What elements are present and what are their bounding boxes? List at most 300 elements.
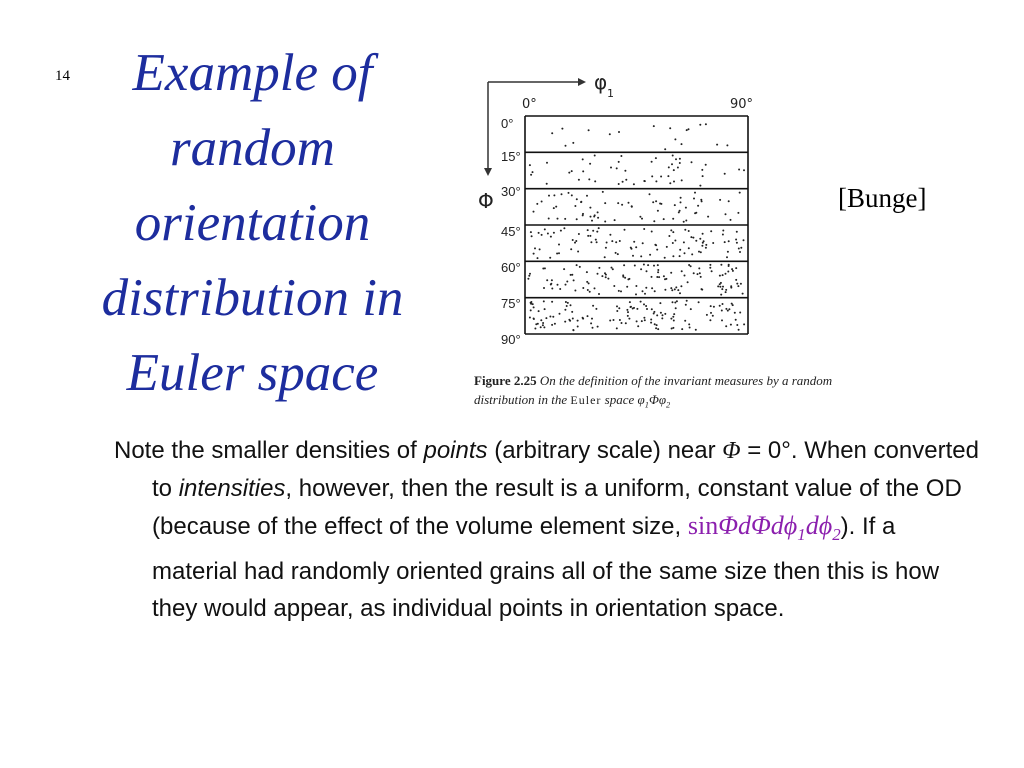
orientation-point: [604, 221, 606, 223]
orientation-point: [592, 230, 594, 232]
orientation-point: [622, 181, 624, 183]
orientation-point: [690, 308, 692, 310]
orientation-point: [672, 301, 674, 303]
orientation-point: [604, 202, 606, 204]
orientation-point: [589, 235, 591, 237]
orientation-point: [565, 145, 567, 147]
orientation-point: [546, 183, 548, 185]
orientation-point: [598, 293, 600, 295]
orientation-point: [705, 123, 707, 125]
orientation-point: [533, 306, 535, 308]
orientation-point: [573, 279, 575, 281]
orientation-point: [689, 327, 691, 329]
orientation-point: [533, 253, 535, 255]
orientation-point: [735, 319, 737, 321]
orientation-point: [719, 283, 721, 285]
orientation-point: [699, 124, 701, 126]
orientation-point: [674, 302, 676, 304]
orientation-point: [538, 232, 540, 234]
orientation-point: [645, 287, 647, 289]
orientation-point: [738, 248, 740, 250]
orientation-point: [625, 322, 627, 324]
orientation-point: [541, 234, 543, 236]
orientation-point: [589, 291, 591, 293]
orientation-point: [728, 265, 730, 267]
orientation-point: [582, 317, 584, 319]
orientation-point: [674, 240, 676, 242]
orientation-point: [736, 242, 738, 244]
orientation-point: [550, 283, 552, 285]
orientation-point: [738, 169, 740, 171]
orientation-point: [657, 264, 659, 266]
orientation-point: [664, 289, 666, 291]
orientation-point: [668, 235, 670, 237]
orientation-point: [617, 253, 619, 255]
orientation-point: [574, 205, 576, 207]
orientation-point: [596, 241, 598, 243]
orientation-point: [719, 199, 721, 201]
orientation-point: [612, 268, 614, 270]
orientation-point: [530, 174, 532, 176]
orientation-point: [738, 329, 740, 331]
orientation-point: [625, 179, 627, 181]
orientation-point: [739, 192, 741, 194]
orientation-point: [679, 255, 681, 257]
orientation-point: [530, 231, 532, 233]
orientation-point: [604, 256, 606, 258]
orientation-point: [728, 308, 730, 310]
orientation-point: [551, 132, 553, 134]
orientation-point: [615, 252, 617, 254]
orientation-point: [566, 281, 568, 283]
orientation-point: [580, 201, 582, 203]
orientation-point: [655, 200, 657, 202]
orientation-point: [544, 308, 546, 310]
orientation-point: [551, 324, 553, 326]
orientation-point: [620, 290, 622, 292]
body-text-segment: ). If a material had randomly oriented grains all of the same size then this is how they would appear, as individual points in orientation space.: [152, 513, 940, 623]
orientation-point: [587, 289, 589, 291]
orientation-point: [727, 271, 729, 273]
orientation-point: [549, 316, 551, 318]
orientation-point: [652, 201, 654, 203]
body-text-segment: , however, then the result is a uniform, constant value of the OD (because of the effect of the volume element size,: [152, 475, 962, 540]
orientation-point: [672, 218, 674, 220]
orientation-point: [594, 287, 596, 289]
orientation-point: [660, 312, 662, 314]
orientation-point: [582, 214, 584, 216]
orientation-point: [724, 241, 726, 243]
orientation-point: [651, 231, 653, 233]
orientation-point: [597, 211, 599, 213]
orientation-point: [534, 247, 536, 249]
orientation-point: [589, 207, 591, 209]
orientation-point: [572, 318, 574, 320]
orientation-point: [730, 287, 732, 289]
orientation-point: [640, 268, 642, 270]
y-tick-label: 15°: [501, 149, 521, 164]
orientation-point: [572, 142, 574, 144]
orientation-point: [553, 232, 555, 234]
orientation-point: [662, 314, 664, 316]
orientation-point: [617, 202, 619, 204]
caption-euler: Euler: [570, 393, 602, 407]
orientation-point: [557, 284, 559, 286]
attribution: [Bunge]: [838, 183, 927, 213]
orientation-point: [726, 256, 728, 258]
orientation-point: [709, 264, 711, 266]
orientation-point: [688, 264, 690, 266]
orientation-point: [590, 322, 592, 324]
orientation-point: [561, 128, 563, 130]
orientation-point: [699, 272, 701, 274]
orientation-point: [725, 291, 727, 293]
orientation-point: [613, 319, 615, 321]
orientation-point: [655, 157, 657, 159]
orientation-point: [737, 212, 739, 214]
orientation-point: [722, 230, 724, 232]
caption-sub: 2: [666, 399, 671, 410]
orientation-point: [679, 210, 681, 212]
orientation-point: [621, 204, 623, 206]
orientation-point: [591, 220, 593, 222]
orientation-point: [597, 326, 599, 328]
orientation-point: [681, 143, 683, 145]
orientation-point: [553, 207, 555, 209]
orientation-point: [577, 320, 579, 322]
orientation-point: [592, 305, 594, 307]
orientation-point: [574, 242, 576, 244]
orientation-point: [691, 161, 693, 163]
orientation-point: [669, 182, 671, 184]
orientation-point: [557, 218, 559, 220]
orientation-point: [631, 206, 633, 208]
orientation-point: [609, 234, 611, 236]
orientation-point: [712, 315, 714, 317]
orientation-point: [531, 235, 533, 237]
orientation-point: [571, 311, 573, 313]
orientation-point: [671, 328, 673, 330]
orientation-point: [673, 313, 675, 315]
orientation-point: [566, 305, 568, 307]
orientation-point: [695, 240, 697, 242]
orientation-point: [742, 293, 744, 295]
orientation-point: [635, 285, 637, 287]
orientation-point: [743, 239, 745, 241]
orientation-point: [604, 272, 606, 274]
orientation-point: [563, 268, 565, 270]
orientation-point: [670, 287, 672, 289]
orientation-point: [571, 194, 573, 196]
orientation-point: [725, 273, 727, 275]
orientation-point: [684, 275, 686, 277]
orientation-point: [548, 218, 550, 220]
orientation-point: [707, 216, 709, 218]
orientation-point: [594, 180, 596, 182]
orientation-point: [690, 236, 692, 238]
orientation-point: [672, 242, 674, 244]
orientation-point: [676, 300, 678, 302]
orientation-point: [716, 144, 718, 146]
orientation-point: [656, 314, 658, 316]
orientation-point: [660, 176, 662, 178]
orientation-point: [579, 266, 581, 268]
orientation-point: [726, 144, 728, 146]
orientation-point: [537, 257, 539, 259]
orientation-point: [594, 155, 596, 157]
caption-text: On the definition of the invariant measures by a random: [539, 373, 833, 388]
orientation-point: [644, 180, 646, 182]
orientation-point: [651, 175, 653, 177]
orientation-point: [670, 318, 672, 320]
orientation-point: [721, 310, 723, 312]
orientation-point: [616, 327, 618, 329]
orientation-point: [527, 278, 529, 280]
orientation-point: [711, 270, 713, 272]
orientation-point: [675, 158, 677, 160]
orientation-point: [709, 267, 711, 269]
orientation-point: [656, 276, 658, 278]
orientation-point: [740, 283, 742, 285]
x-tick-end: 90°: [730, 97, 754, 112]
orientation-point: [650, 322, 652, 324]
orientation-point: [667, 175, 669, 177]
orientation-point: [690, 265, 692, 267]
orientation-point: [618, 290, 620, 292]
orientation-point: [685, 304, 687, 306]
orientation-point: [672, 316, 674, 318]
orientation-point: [675, 286, 677, 288]
orientation-point: [561, 193, 563, 195]
orientation-point: [529, 164, 531, 166]
y-tick-label: 60°: [501, 260, 521, 275]
orientation-point: [719, 305, 721, 307]
orientation-point: [684, 252, 686, 254]
orientation-point: [725, 325, 727, 327]
orientation-point: [655, 244, 657, 246]
orientation-point: [570, 248, 572, 250]
y-tick-label: 75°: [501, 296, 521, 311]
title-line: orientation: [134, 194, 371, 252]
orientation-point: [664, 148, 666, 150]
orientation-point: [694, 192, 696, 194]
orientation-point: [598, 227, 600, 229]
orientation-point: [627, 278, 629, 280]
orientation-point: [624, 229, 626, 231]
orientation-point: [634, 265, 636, 267]
orientation-point: [601, 275, 603, 277]
orientation-point: [570, 304, 572, 306]
body-text-segment: Note the smaller densities of: [114, 437, 424, 464]
formula-d: dϕ: [805, 511, 833, 540]
orientation-point: [611, 240, 613, 242]
orientation-point: [720, 294, 722, 296]
orientation-point: [698, 251, 700, 253]
orientation-point: [627, 315, 629, 317]
orientation-point: [550, 236, 552, 238]
orientation-point: [537, 323, 539, 325]
y-axis-label: Φ: [478, 189, 494, 213]
orientation-point: [650, 319, 652, 321]
orientation-point: [674, 288, 676, 290]
orientation-point: [546, 162, 548, 164]
orientation-point: [713, 306, 715, 308]
orientation-point: [544, 228, 546, 230]
body-text-segment: (arbitrary scale) near: [487, 437, 723, 464]
orientation-point: [595, 308, 597, 310]
orientation-point: [564, 218, 566, 220]
orientation-point: [570, 274, 572, 276]
orientation-point: [736, 283, 738, 285]
orientation-point: [542, 322, 544, 324]
orientation-point: [651, 276, 653, 278]
orientation-point: [624, 170, 626, 172]
orientation-point: [693, 198, 695, 200]
orientation-point: [705, 247, 707, 249]
caption-text: distribution in the: [474, 392, 568, 407]
orientation-point: [686, 300, 688, 302]
orientation-point: [732, 270, 734, 272]
orientation-point: [660, 203, 662, 205]
orientation-point: [672, 255, 674, 257]
orientation-point: [532, 303, 534, 305]
orientation-point: [653, 311, 655, 313]
orientation-point: [680, 197, 682, 199]
orientation-point: [564, 309, 566, 311]
orientation-point: [619, 240, 621, 242]
orientation-point: [655, 180, 657, 182]
orientation-point: [547, 233, 549, 235]
orientation-point: [695, 329, 697, 331]
orientation-point: [655, 327, 657, 329]
orientation-point: [700, 251, 702, 253]
body-paragraph: [114, 432, 982, 627]
orientation-point: [587, 315, 589, 317]
orientation-point: [534, 328, 536, 330]
orientation-point: [679, 292, 681, 294]
orientation-point: [610, 167, 612, 169]
orientation-point: [529, 317, 531, 319]
orientation-point: [578, 179, 580, 181]
orientation-point: [560, 230, 562, 232]
orientation-point: [554, 323, 556, 325]
orientation-point: [614, 219, 616, 221]
slide-number: 14: [55, 68, 70, 84]
orientation-point: [681, 179, 683, 181]
orientation-point: [565, 284, 567, 286]
orientation-point: [735, 279, 737, 281]
orientation-point: [578, 233, 580, 235]
euler-space-plot: [470, 66, 770, 366]
orientation-point: [628, 318, 630, 320]
orientation-point: [558, 252, 560, 254]
orientation-point: [668, 166, 670, 168]
orientation-point: [692, 237, 694, 239]
orientation-point: [699, 185, 701, 187]
orientation-point: [702, 233, 704, 235]
orientation-point: [639, 216, 641, 218]
orientation-point: [731, 268, 733, 270]
orientation-point: [586, 271, 588, 273]
orientation-point: [698, 267, 700, 269]
orientation-point: [739, 251, 741, 253]
orientation-point: [702, 175, 704, 177]
orientation-point: [568, 192, 570, 194]
orientation-point: [575, 240, 577, 242]
volume-element-formula: [687, 511, 841, 545]
orientation-point: [656, 324, 658, 326]
formula-phi: ΦdΦdϕ: [718, 511, 798, 540]
orientation-point: [597, 217, 599, 219]
orientation-point: [640, 301, 642, 303]
orientation-point: [589, 163, 591, 165]
caption-sub: 1: [644, 399, 649, 410]
orientation-point: [553, 194, 555, 196]
orientation-point: [588, 282, 590, 284]
x-axis-arrowhead: [578, 78, 586, 86]
orientation-point: [586, 281, 588, 283]
orientation-point: [615, 241, 617, 243]
orientation-point: [624, 277, 626, 279]
orientation-point: [640, 255, 642, 257]
orientation-point: [684, 320, 686, 322]
orientation-point: [669, 127, 671, 129]
orientation-point: [528, 275, 530, 277]
orientation-point: [606, 242, 608, 244]
orientation-point: [616, 305, 618, 307]
orientation-point: [681, 328, 683, 330]
orientation-point: [653, 220, 655, 222]
orientation-point: [680, 201, 682, 203]
orientation-point: [556, 253, 558, 255]
orientation-point: [672, 231, 674, 233]
orientation-point: [672, 327, 674, 329]
orientation-point: [653, 265, 655, 267]
orientation-point: [572, 239, 574, 241]
body-emphasis-intensities: intensities: [178, 475, 286, 502]
orientation-point: [679, 158, 681, 160]
orientation-point: [679, 249, 681, 251]
orientation-point: [659, 302, 661, 304]
orientation-point: [596, 231, 598, 233]
orientation-point: [725, 289, 727, 291]
orientation-point: [641, 320, 643, 322]
orientation-point: [626, 309, 628, 311]
orientation-point: [688, 247, 690, 249]
orientation-point: [592, 327, 594, 329]
orientation-point: [719, 275, 721, 277]
orientation-point: [725, 213, 727, 215]
orientation-point: [536, 203, 538, 205]
orientation-point: [698, 301, 700, 303]
orientation-point: [685, 207, 687, 209]
orientation-point: [683, 241, 685, 243]
orientation-point: [587, 229, 589, 231]
orientation-point: [611, 267, 613, 269]
y-axis-arrowhead: [484, 168, 492, 176]
orientation-point: [568, 172, 570, 174]
orientation-point: [727, 310, 729, 312]
orientation-point: [643, 264, 645, 266]
orientation-point: [544, 267, 546, 269]
orientation-point: [568, 319, 570, 321]
orientation-point: [735, 267, 737, 269]
orientation-point: [543, 326, 545, 328]
orientation-point: [582, 158, 584, 160]
point-cloud: [527, 123, 745, 331]
orientation-point: [700, 276, 702, 278]
orientation-point: [717, 285, 719, 287]
